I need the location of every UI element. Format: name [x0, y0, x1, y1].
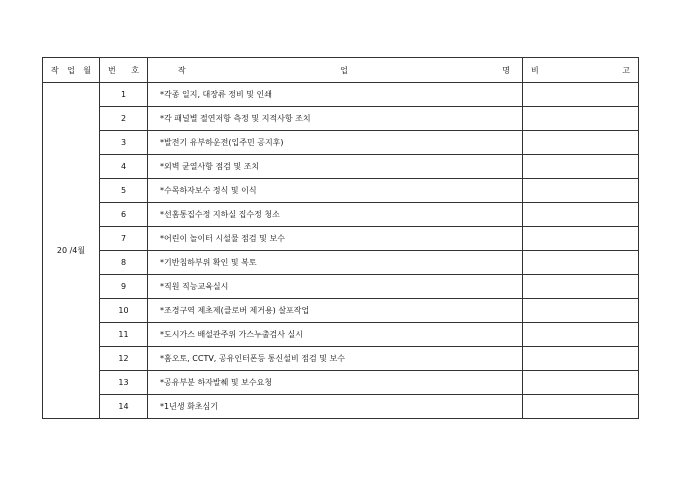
task-name: *선홈통집수정 지하실 집수정 청소	[148, 203, 523, 227]
task-name: *외벽 균열사항 점검 및 조치	[148, 155, 523, 179]
remarks-cell	[523, 131, 639, 155]
remarks-cell	[523, 299, 639, 323]
row-number: 8	[100, 251, 148, 275]
table-header-row	[43, 58, 639, 83]
row-number: 13	[100, 371, 148, 395]
table-row	[43, 203, 639, 227]
work-plan-table	[42, 57, 639, 419]
row-number: 5	[100, 179, 148, 203]
remarks-cell	[523, 179, 639, 203]
table-row	[43, 323, 639, 347]
remarks-cell	[523, 323, 639, 347]
task-name: *조경구역 제초제(클로버 제거용) 살포작업	[148, 299, 523, 323]
row-number: 12	[100, 347, 148, 371]
task-name: *각종 일지, 대장류 정비 및 인쇄	[148, 83, 523, 107]
row-number: 7	[100, 227, 148, 251]
task-name: *도시가스 배설관주위 가스누출검사 실시	[148, 323, 523, 347]
table-row	[43, 83, 639, 107]
row-number: 6	[100, 203, 148, 227]
table-row	[43, 275, 639, 299]
task-name: *발전기 유부하운전(입주민 공지후)	[148, 131, 523, 155]
row-number: 14	[100, 395, 148, 419]
header-work-name: 작 업 명	[148, 58, 523, 83]
remarks-cell	[523, 251, 639, 275]
task-name: *직원 직능교육실시	[148, 275, 523, 299]
table-row	[43, 179, 639, 203]
row-number: 10	[100, 299, 148, 323]
task-name: *각 패널별 절연저항 측정 및 지적사항 조치	[148, 107, 523, 131]
task-name: *홈오토, CCTV, 공유인터폰등 통신설비 점검 및 보수	[148, 347, 523, 371]
remarks-cell	[523, 371, 639, 395]
task-name: *공유부분 하자발췌 및 보수요청	[148, 371, 523, 395]
row-number: 2	[100, 107, 148, 131]
remarks-cell	[523, 275, 639, 299]
table-row	[43, 371, 639, 395]
task-name: *어린이 놀이터 시설물 점검 및 보수	[148, 227, 523, 251]
table-row	[43, 107, 639, 131]
table-row	[43, 347, 639, 371]
header-remarks: 비 고	[523, 58, 639, 83]
remarks-cell	[523, 203, 639, 227]
remarks-cell	[523, 395, 639, 419]
remarks-cell	[523, 227, 639, 251]
remarks-cell	[523, 347, 639, 371]
table-row	[43, 155, 639, 179]
table-row	[43, 251, 639, 275]
header-work-month: 작 업 월	[43, 58, 100, 83]
row-number: 9	[100, 275, 148, 299]
remarks-cell	[523, 83, 639, 107]
table-row	[43, 131, 639, 155]
month-cell: 20 /4월	[43, 83, 100, 419]
table-row	[43, 395, 639, 419]
row-number: 4	[100, 155, 148, 179]
row-number: 11	[100, 323, 148, 347]
row-number: 1	[100, 83, 148, 107]
remarks-cell	[523, 155, 639, 179]
task-name: *수목하자보수 정식 및 이식	[148, 179, 523, 203]
table-row	[43, 299, 639, 323]
task-name: *기반침하부위 확인 및 복토	[148, 251, 523, 275]
table-row	[43, 227, 639, 251]
row-number: 3	[100, 131, 148, 155]
task-name: *1년생 화초심기	[148, 395, 523, 419]
remarks-cell	[523, 107, 639, 131]
header-number: 번 호	[100, 58, 148, 83]
